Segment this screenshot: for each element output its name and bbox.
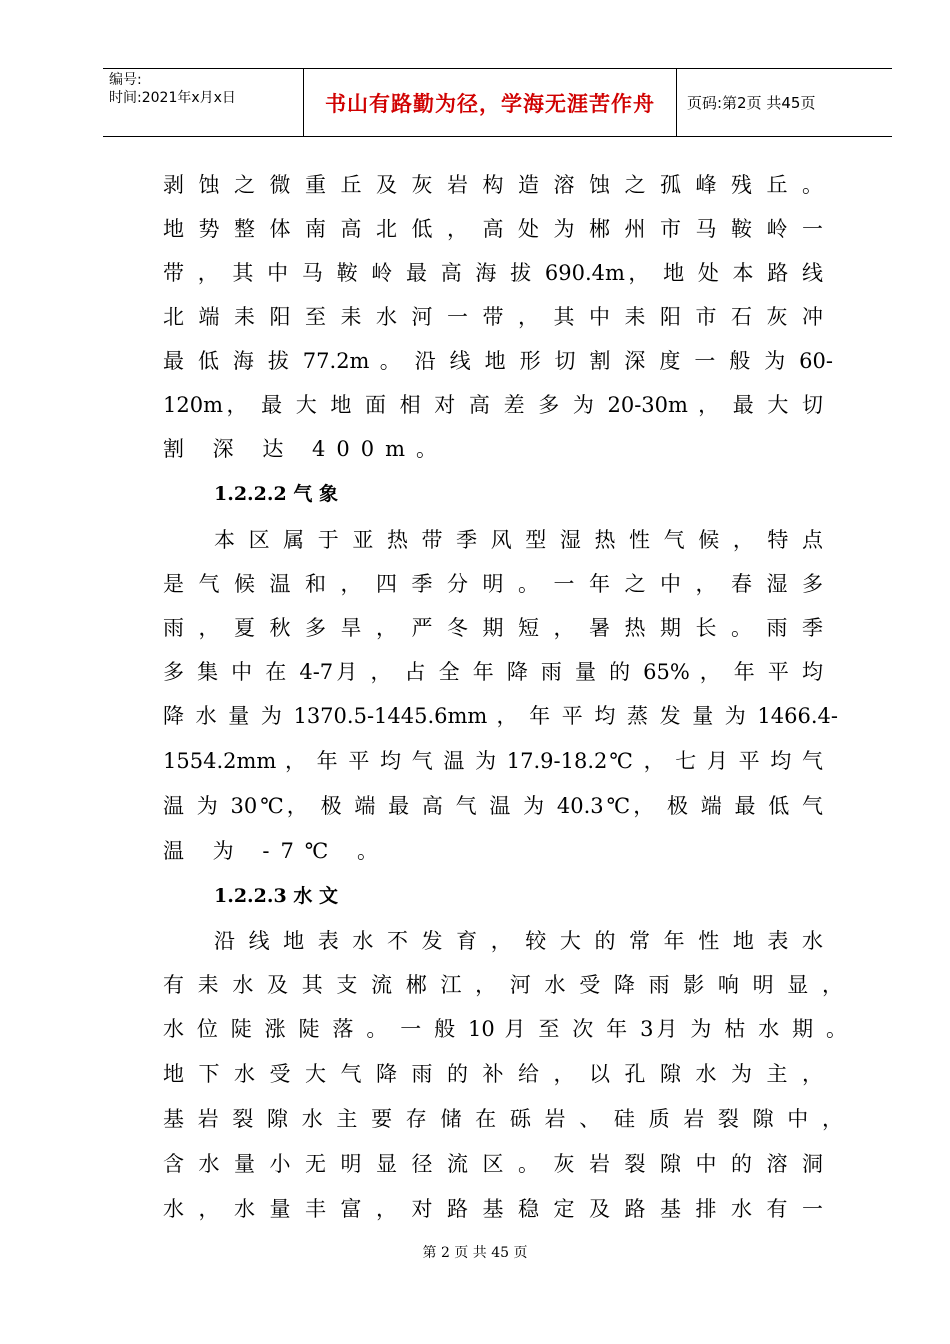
header-page-info: 页码:第2页 共45页 — [687, 94, 816, 112]
paragraph-line: 最 低 海 拔 77.2m 。 沿 线 地 形 切 割 深 度 一 般 为 60- — [163, 349, 833, 373]
header-meta — [103, 69, 303, 136]
paragraph-line: 含 水 量 小 无 明 显 径 流 区 。 灰 岩 裂 隙 中 的 溶 洞 — [163, 1152, 823, 1176]
header-page-info-cell — [677, 69, 892, 136]
paragraph-line: 温 为 30℃， 极 端 最 高 气 温 为 40.3℃， 极 端 最 低 气 — [163, 794, 823, 818]
paragraph-line: 水 位 陡 涨 陡 落 。 一 般 10 月 至 次 年 3月 为 枯 水 期 。 — [163, 1017, 847, 1041]
header-motto-cell — [303, 69, 677, 136]
section-heading-climate: 1.2.2.2 气 象 — [214, 483, 338, 505]
header-motto: 书山有路勤为径，学海无涯苦作舟 — [325, 91, 655, 116]
paragraph-line: 地 下 水 受 大 气 降 雨 的 补 给 ， 以 孔 隙 水 为 主 ， — [163, 1062, 823, 1086]
document-date: 时间:2021年x月x日 — [109, 90, 236, 106]
paragraph-line: 降 水 量 为 1370.5-1445.6mm ， 年 平 均 蒸 发 量 为 1466.4- — [163, 704, 838, 728]
paragraph-line: 剥 蚀 之 微 重 丘 及 灰 岩 构 造 溶 蚀 之 孤 峰 残 丘 。 — [163, 173, 823, 197]
paragraph-line: 1554.2mm ， 年 平 均 气 温 为 17.9-18.2℃ ， 七 月 平 均 气 — [163, 749, 823, 773]
paragraph-line: 基 岩 裂 隙 水 主 要 存 储 在 砾 岩 、 硅 质 岩 裂 隙 中 ， — [163, 1107, 843, 1131]
paragraph-line: 120m， 最 大 地 面 相 对 高 差 多 为 20-30m ， 最 大 切 — [163, 393, 823, 417]
paragraph-line: 有 耒 水 及 其 支 流 郴 江 ， 河 水 受 降 雨 影 响 明 显 ， — [163, 973, 843, 997]
paragraph-line: 带 ， 其 中 马 鞍 岭 最 高 海 拔 690.4m， 地 处 本 路 线 — [163, 261, 823, 285]
paragraph-line: 地 势 整 体 南 高 北 低 ， 高 处 为 郴 州 市 马 鞍 岭 一 — [163, 217, 823, 241]
paragraph-line: 雨 ， 夏 秋 多 旱 ， 严 冬 期 短 ， 暑 热 期 长 。 雨 季 — [163, 616, 823, 640]
page-footer: 第 2 页 共 45 页 — [422, 1245, 528, 1261]
section-heading-hydrology: 1.2.2.3 水 文 — [214, 885, 338, 907]
paragraph-line: 沿 线 地 表 水 不 发 育 ， 较 大 的 常 年 性 地 表 水 — [214, 929, 823, 953]
page-header — [103, 68, 892, 137]
paragraph-line: 本 区 属 于 亚 热 带 季 风 型 湿 热 性 气 候 ， 特 点 — [214, 528, 823, 552]
paragraph-line: 是 气 候 温 和 ， 四 季 分 明 。 一 年 之 中 ， 春 湿 多 — [163, 572, 823, 596]
paragraph-line: 北 端 耒 阳 至 耒 水 河 一 带 ， 其 中 耒 阳 市 石 灰 冲 — [163, 305, 823, 329]
paragraph-line: 割 深 达 400m。 — [163, 437, 449, 461]
document-number-label: 编号: — [109, 72, 142, 88]
paragraph-line: 温 为 -7℃ 。 — [163, 839, 389, 863]
paragraph-line: 多 集 中 在 4-7月 ， 占 全 年 降 雨 量 的 65% ， 年 平 均 — [163, 660, 823, 684]
paragraph-line: 水 ， 水 量 丰 富 ， 对 路 基 稳 定 及 路 基 排 水 有 一 — [163, 1197, 823, 1221]
